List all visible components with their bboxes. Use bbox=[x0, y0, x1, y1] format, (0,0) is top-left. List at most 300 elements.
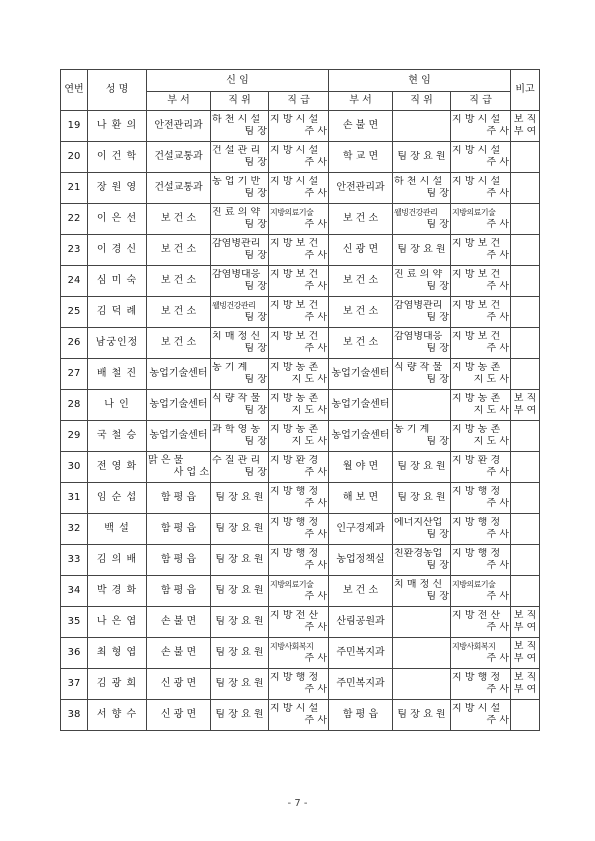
new-position bbox=[211, 638, 269, 669]
new-grade bbox=[269, 514, 329, 545]
current-grade bbox=[451, 545, 511, 576]
new-position bbox=[211, 514, 269, 545]
new-grade-line: 지 방 보 건 bbox=[270, 300, 319, 311]
new-grade-line: 주 사 bbox=[304, 622, 327, 633]
note bbox=[511, 328, 540, 359]
new-grade bbox=[269, 235, 329, 266]
new-department: 농업기술센터 bbox=[147, 359, 211, 390]
new-grade bbox=[269, 607, 329, 638]
current-position-line: 팀 장 요 원 bbox=[397, 244, 446, 255]
person-name: 배 철 진 bbox=[88, 359, 147, 390]
current-department: 손 불 면 bbox=[329, 111, 393, 142]
current-grade-line: 지 도 사 bbox=[473, 436, 509, 447]
new-grade-line: 지 방 보 건 bbox=[270, 331, 319, 342]
new-position bbox=[211, 266, 269, 297]
new-grade-line: 주 사 bbox=[304, 281, 327, 292]
new-grade bbox=[269, 421, 329, 452]
new-grade-line: 지 방 행 정 bbox=[270, 486, 319, 497]
current-grade-line: 지 방 전 산 bbox=[452, 610, 501, 621]
new-position bbox=[211, 328, 269, 359]
new-department: 보 건 소 bbox=[147, 266, 211, 297]
current-department: 주민복지과 bbox=[329, 669, 393, 700]
current-department: 안전관리과 bbox=[329, 173, 393, 204]
new-department: 함 평 읍 bbox=[147, 514, 211, 545]
current-grade bbox=[451, 204, 511, 235]
new-position-line: 팀 장 요 원 bbox=[215, 678, 264, 689]
header-no: 연번 bbox=[61, 70, 88, 111]
header-note: 비고 bbox=[511, 70, 540, 111]
person-name: 백 설 bbox=[88, 514, 147, 545]
current-position bbox=[393, 390, 451, 421]
new-grade-line: 지 방 보 건 bbox=[270, 238, 319, 249]
current-grade-line: 주 사 bbox=[486, 157, 509, 168]
new-department: 보 건 소 bbox=[147, 235, 211, 266]
new-position bbox=[211, 390, 269, 421]
new-position bbox=[211, 607, 269, 638]
current-position-line: 식 량 작 물 bbox=[394, 362, 443, 373]
new-department: 함 평 읍 bbox=[147, 576, 211, 607]
current-grade bbox=[451, 421, 511, 452]
new-position-line: 팀 장 bbox=[244, 343, 267, 354]
new-department: 안전관리과 bbox=[147, 111, 211, 142]
current-position bbox=[393, 235, 451, 266]
row-number: 32 bbox=[61, 514, 88, 545]
header-new: 신 임 bbox=[147, 70, 329, 92]
header-cur-position: 직 위 bbox=[393, 92, 451, 111]
new-grade-line: 지방의료기술 bbox=[270, 580, 314, 589]
new-grade-line: 지 도 사 bbox=[291, 374, 327, 385]
person-name: 최 형 엽 bbox=[88, 638, 147, 669]
person-name: 김 의 배 bbox=[88, 545, 147, 576]
new-grade bbox=[269, 483, 329, 514]
new-department-line: 사 업 소 bbox=[173, 467, 209, 478]
note bbox=[511, 700, 540, 731]
note bbox=[511, 297, 540, 328]
note-line: 보 직 bbox=[513, 610, 537, 621]
new-grade-line: 지 방 시 설 bbox=[270, 114, 319, 125]
current-grade bbox=[451, 111, 511, 142]
current-grade-line: 지 도 사 bbox=[473, 374, 509, 385]
note bbox=[511, 607, 540, 638]
current-grade-line: 지 방 농 촌 bbox=[452, 362, 501, 373]
current-grade-line: 지 방 행 정 bbox=[452, 486, 501, 497]
row-number: 33 bbox=[61, 545, 88, 576]
new-grade-line: 지 도 사 bbox=[291, 436, 327, 447]
current-grade-line: 지 방 보 건 bbox=[452, 238, 501, 249]
current-grade bbox=[451, 514, 511, 545]
current-grade-line: 지 방 행 정 bbox=[452, 548, 501, 559]
current-position-line: 팀 장 요 원 bbox=[397, 709, 446, 720]
current-department: 농업기술센터 bbox=[329, 421, 393, 452]
row-number: 34 bbox=[61, 576, 88, 607]
person-name: 이 건 학 bbox=[88, 142, 147, 173]
person-name: 심 미 숙 bbox=[88, 266, 147, 297]
current-department: 함 평 읍 bbox=[329, 700, 393, 731]
current-position bbox=[393, 483, 451, 514]
new-position-line: 팀 장 bbox=[244, 405, 267, 416]
current-position-line: 팀 장 bbox=[426, 374, 449, 385]
new-position-line: 팀 장 bbox=[244, 281, 267, 292]
current-position-line: 팀 장 bbox=[426, 529, 449, 540]
new-grade-line: 지 방 농 촌 bbox=[270, 393, 319, 404]
new-grade-line: 지방의료기술 bbox=[270, 208, 314, 217]
current-position bbox=[393, 700, 451, 731]
new-grade bbox=[269, 669, 329, 700]
note-line: 부 여 bbox=[513, 653, 537, 664]
new-position-line: 팀 장 요 원 bbox=[215, 616, 264, 627]
new-grade bbox=[269, 700, 329, 731]
current-position-line: 팀 장 bbox=[426, 188, 449, 199]
new-department bbox=[147, 452, 211, 483]
current-position bbox=[393, 514, 451, 545]
current-department: 보 건 소 bbox=[329, 204, 393, 235]
note-line: 보 직 bbox=[513, 641, 537, 652]
new-position-line: 팀 장 요 원 bbox=[215, 492, 264, 503]
current-grade-line: 지 방 보 건 bbox=[452, 300, 501, 311]
current-position-line: 팀 장 bbox=[426, 219, 449, 230]
current-grade-line: 주 사 bbox=[486, 591, 509, 602]
current-position-line: 팀 장 bbox=[426, 436, 449, 447]
current-grade bbox=[451, 328, 511, 359]
new-grade-line: 주 사 bbox=[304, 312, 327, 323]
new-position-line: 팀 장 bbox=[244, 312, 267, 323]
current-position bbox=[393, 111, 451, 142]
new-department-line: 맑 은 물 bbox=[148, 455, 184, 466]
header-new-grade: 직 급 bbox=[269, 92, 329, 111]
person-name: 이 은 선 bbox=[88, 204, 147, 235]
person-name: 이 경 신 bbox=[88, 235, 147, 266]
new-grade bbox=[269, 390, 329, 421]
current-grade-line: 지 방 행 정 bbox=[452, 672, 501, 683]
current-grade-line: 주 사 bbox=[486, 653, 509, 664]
current-grade-line: 지 방 농 촌 bbox=[452, 424, 501, 435]
new-position-line: 감염병관리 bbox=[212, 238, 261, 249]
current-position-line: 팀 장 bbox=[426, 281, 449, 292]
current-position-line: 농 기 계 bbox=[394, 424, 430, 435]
note bbox=[511, 173, 540, 204]
person-name: 국 철 승 bbox=[88, 421, 147, 452]
row-number: 29 bbox=[61, 421, 88, 452]
current-department: 보 건 소 bbox=[329, 266, 393, 297]
current-grade-line: 지 방 보 건 bbox=[452, 269, 501, 280]
current-position bbox=[393, 142, 451, 173]
current-grade-line: 주 사 bbox=[486, 219, 509, 230]
current-grade bbox=[451, 235, 511, 266]
table-row bbox=[61, 266, 540, 297]
new-department: 농업기술센터 bbox=[147, 390, 211, 421]
new-department: 건설교통과 bbox=[147, 142, 211, 173]
new-grade bbox=[269, 576, 329, 607]
current-position-line: 웰빙건강관리 bbox=[394, 208, 438, 217]
row-number: 37 bbox=[61, 669, 88, 700]
new-department: 함 평 읍 bbox=[147, 545, 211, 576]
new-department: 보 건 소 bbox=[147, 328, 211, 359]
current-grade bbox=[451, 359, 511, 390]
current-position bbox=[393, 576, 451, 607]
new-position bbox=[211, 669, 269, 700]
current-position bbox=[393, 173, 451, 204]
row-number: 35 bbox=[61, 607, 88, 638]
current-grade-line: 주 사 bbox=[486, 684, 509, 695]
current-position-line: 감염병관리 bbox=[394, 300, 443, 311]
note bbox=[511, 576, 540, 607]
current-grade-line: 주 사 bbox=[486, 250, 509, 261]
row-number: 22 bbox=[61, 204, 88, 235]
new-grade bbox=[269, 638, 329, 669]
person-name: 나 은 엽 bbox=[88, 607, 147, 638]
note-line: 부 여 bbox=[513, 126, 537, 137]
current-department: 보 건 소 bbox=[329, 576, 393, 607]
new-position-line: 팀 장 요 원 bbox=[215, 585, 264, 596]
current-department: 학 교 면 bbox=[329, 142, 393, 173]
new-grade-line: 주 사 bbox=[304, 188, 327, 199]
header-new-position: 직 위 bbox=[211, 92, 269, 111]
row-number: 26 bbox=[61, 328, 88, 359]
new-grade-line: 주 사 bbox=[304, 560, 327, 571]
current-grade-line: 주 사 bbox=[486, 281, 509, 292]
new-department: 신 광 면 bbox=[147, 669, 211, 700]
current-grade-line: 지 방 시 설 bbox=[452, 145, 501, 156]
note-line: 보 직 bbox=[513, 672, 537, 683]
current-position-line: 친환경농업 bbox=[394, 548, 443, 559]
row-number: 36 bbox=[61, 638, 88, 669]
new-department: 손 불 면 bbox=[147, 638, 211, 669]
current-grade-line: 주 사 bbox=[486, 498, 509, 509]
new-grade bbox=[269, 297, 329, 328]
new-department: 보 건 소 bbox=[147, 204, 211, 235]
new-position-line: 건 설 관 리 bbox=[212, 145, 261, 156]
new-grade-line: 지 방 환 경 bbox=[270, 455, 319, 466]
new-position-line: 감염병대응 bbox=[212, 269, 261, 280]
current-grade-line: 주 사 bbox=[486, 715, 509, 726]
new-grade-line: 주 사 bbox=[304, 250, 327, 261]
current-grade bbox=[451, 266, 511, 297]
new-position bbox=[211, 297, 269, 328]
header-cur-dept: 부 서 bbox=[329, 92, 393, 111]
new-grade-line: 지 방 전 산 bbox=[270, 610, 319, 621]
current-department: 해 보 면 bbox=[329, 483, 393, 514]
table-row bbox=[61, 390, 540, 421]
personnel-table bbox=[60, 69, 540, 731]
row-number: 19 bbox=[61, 111, 88, 142]
row-number: 28 bbox=[61, 390, 88, 421]
header-cur-grade: 직 급 bbox=[451, 92, 511, 111]
current-grade bbox=[451, 173, 511, 204]
table-row bbox=[61, 142, 540, 173]
current-grade-line: 주 사 bbox=[486, 343, 509, 354]
new-grade-line: 지 방 농 촌 bbox=[270, 362, 319, 373]
new-position-line: 농 업 기 반 bbox=[212, 176, 261, 187]
new-grade-line: 지 방 시 설 bbox=[270, 145, 319, 156]
new-grade bbox=[269, 452, 329, 483]
current-grade bbox=[451, 452, 511, 483]
new-position bbox=[211, 235, 269, 266]
current-grade bbox=[451, 607, 511, 638]
new-grade-line: 지 방 보 건 bbox=[270, 269, 319, 280]
new-position-line: 팀 장 요 원 bbox=[215, 523, 264, 534]
new-position-line: 농 기 계 bbox=[212, 362, 248, 373]
note bbox=[511, 390, 540, 421]
current-grade-line: 지방사회복지 bbox=[452, 642, 496, 651]
new-position-line: 수 질 관 리 bbox=[212, 455, 261, 466]
current-grade-line: 주 사 bbox=[486, 622, 509, 633]
new-department: 신 광 면 bbox=[147, 700, 211, 731]
person-name: 임 순 섭 bbox=[88, 483, 147, 514]
person-name: 김 덕 례 bbox=[88, 297, 147, 328]
new-position-line: 팀 장 bbox=[244, 219, 267, 230]
new-position bbox=[211, 204, 269, 235]
new-grade bbox=[269, 142, 329, 173]
note-line: 부 여 bbox=[513, 405, 537, 416]
current-position-line: 팀 장 요 원 bbox=[397, 461, 446, 472]
table-row bbox=[61, 607, 540, 638]
note bbox=[511, 669, 540, 700]
new-grade-line: 주 사 bbox=[304, 684, 327, 695]
table-row bbox=[61, 452, 540, 483]
note bbox=[511, 452, 540, 483]
note bbox=[511, 204, 540, 235]
current-position bbox=[393, 266, 451, 297]
current-grade-line: 주 사 bbox=[486, 312, 509, 323]
new-grade-line: 주 사 bbox=[304, 591, 327, 602]
new-grade bbox=[269, 328, 329, 359]
current-grade-line: 지 방 보 건 bbox=[452, 331, 501, 342]
current-position-line: 에너지산업 bbox=[394, 517, 443, 528]
new-position-line: 하 천 시 설 bbox=[212, 114, 261, 125]
header-name: 성 명 bbox=[88, 70, 147, 111]
current-position-line: 감염병대응 bbox=[394, 331, 443, 342]
current-grade bbox=[451, 142, 511, 173]
current-grade-line: 지방의료기술 bbox=[452, 208, 496, 217]
new-department: 보 건 소 bbox=[147, 297, 211, 328]
new-position bbox=[211, 421, 269, 452]
table-row bbox=[61, 514, 540, 545]
new-department: 손 불 면 bbox=[147, 607, 211, 638]
new-position-line: 웰빙건강관리 bbox=[212, 301, 256, 310]
current-grade-line: 주 사 bbox=[486, 188, 509, 199]
current-grade-line: 주 사 bbox=[486, 529, 509, 540]
table-row bbox=[61, 204, 540, 235]
table-row bbox=[61, 483, 540, 514]
current-department: 신 광 면 bbox=[329, 235, 393, 266]
current-position bbox=[393, 607, 451, 638]
new-grade-line: 지 방 행 정 bbox=[270, 517, 319, 528]
new-grade-line: 주 사 bbox=[304, 529, 327, 540]
note bbox=[511, 638, 540, 669]
current-position bbox=[393, 204, 451, 235]
new-grade-line: 주 사 bbox=[304, 715, 327, 726]
current-position-line: 팀 장 bbox=[426, 343, 449, 354]
new-grade-line: 주 사 bbox=[304, 157, 327, 168]
new-grade bbox=[269, 266, 329, 297]
current-department: 농업기술센터 bbox=[329, 390, 393, 421]
table-row bbox=[61, 421, 540, 452]
new-position bbox=[211, 483, 269, 514]
current-grade bbox=[451, 576, 511, 607]
new-position-line: 팀 장 bbox=[244, 436, 267, 447]
new-position bbox=[211, 576, 269, 607]
row-number: 20 bbox=[61, 142, 88, 173]
new-grade-line: 지 방 농 촌 bbox=[270, 424, 319, 435]
new-position-line: 식 량 작 물 bbox=[212, 393, 261, 404]
person-name: 김 광 희 bbox=[88, 669, 147, 700]
current-position-line: 팀 장 요 원 bbox=[397, 492, 446, 503]
current-position-line: 팀 장 bbox=[426, 560, 449, 571]
current-grade-line: 지방의료기술 bbox=[452, 580, 496, 589]
table-row bbox=[61, 111, 540, 142]
new-position-line: 팀 장 bbox=[244, 157, 267, 168]
note-line: 보 직 bbox=[513, 393, 537, 404]
person-name: 나 인 bbox=[88, 390, 147, 421]
new-position bbox=[211, 142, 269, 173]
current-grade bbox=[451, 390, 511, 421]
current-department: 농업정책실 bbox=[329, 545, 393, 576]
table-row bbox=[61, 669, 540, 700]
current-grade-line: 지 방 시 설 bbox=[452, 703, 501, 714]
row-number: 24 bbox=[61, 266, 88, 297]
header-current: 현 임 bbox=[329, 70, 511, 92]
current-position bbox=[393, 452, 451, 483]
current-grade-line: 주 사 bbox=[486, 560, 509, 571]
current-position-line: 진 료 의 약 bbox=[394, 269, 443, 280]
person-name: 서 향 수 bbox=[88, 700, 147, 731]
new-position-line: 팀 장 요 원 bbox=[215, 647, 264, 658]
current-position-line: 팀 장 bbox=[426, 591, 449, 602]
current-position bbox=[393, 545, 451, 576]
current-department: 월 야 면 bbox=[329, 452, 393, 483]
new-position-line: 팀 장 bbox=[244, 467, 267, 478]
row-number: 27 bbox=[61, 359, 88, 390]
current-grade-line: 주 사 bbox=[486, 126, 509, 137]
new-grade-line: 지 방 행 정 bbox=[270, 672, 319, 683]
current-grade bbox=[451, 669, 511, 700]
page-number: - 7 - bbox=[287, 798, 308, 809]
person-name: 나 환 의 bbox=[88, 111, 147, 142]
row-number: 30 bbox=[61, 452, 88, 483]
current-grade-line: 지 방 환 경 bbox=[452, 455, 501, 466]
current-grade bbox=[451, 700, 511, 731]
row-number: 21 bbox=[61, 173, 88, 204]
new-department: 건설교통과 bbox=[147, 173, 211, 204]
note bbox=[511, 235, 540, 266]
table-row bbox=[61, 576, 540, 607]
current-position-line: 팀 장 bbox=[426, 312, 449, 323]
header-new-dept: 부 서 bbox=[147, 92, 211, 111]
new-position-line: 팀 장 bbox=[244, 188, 267, 199]
new-position bbox=[211, 452, 269, 483]
new-grade-line: 지 도 사 bbox=[291, 405, 327, 416]
current-department: 농업기술센터 bbox=[329, 359, 393, 390]
person-name: 장 원 영 bbox=[88, 173, 147, 204]
table-row bbox=[61, 545, 540, 576]
current-position-line: 하 천 시 설 bbox=[394, 176, 443, 187]
new-grade bbox=[269, 359, 329, 390]
current-position bbox=[393, 421, 451, 452]
new-position bbox=[211, 111, 269, 142]
current-position bbox=[393, 638, 451, 669]
new-grade-line: 주 사 bbox=[304, 498, 327, 509]
note-line: 부 여 bbox=[513, 622, 537, 633]
current-department: 인구경제과 bbox=[329, 514, 393, 545]
note bbox=[511, 421, 540, 452]
current-grade bbox=[451, 483, 511, 514]
new-position bbox=[211, 173, 269, 204]
new-grade-line: 주 사 bbox=[304, 653, 327, 664]
new-grade-line: 주 사 bbox=[304, 219, 327, 230]
current-grade-line: 주 사 bbox=[486, 467, 509, 478]
new-position bbox=[211, 359, 269, 390]
current-grade-line: 지 방 시 설 bbox=[452, 114, 501, 125]
